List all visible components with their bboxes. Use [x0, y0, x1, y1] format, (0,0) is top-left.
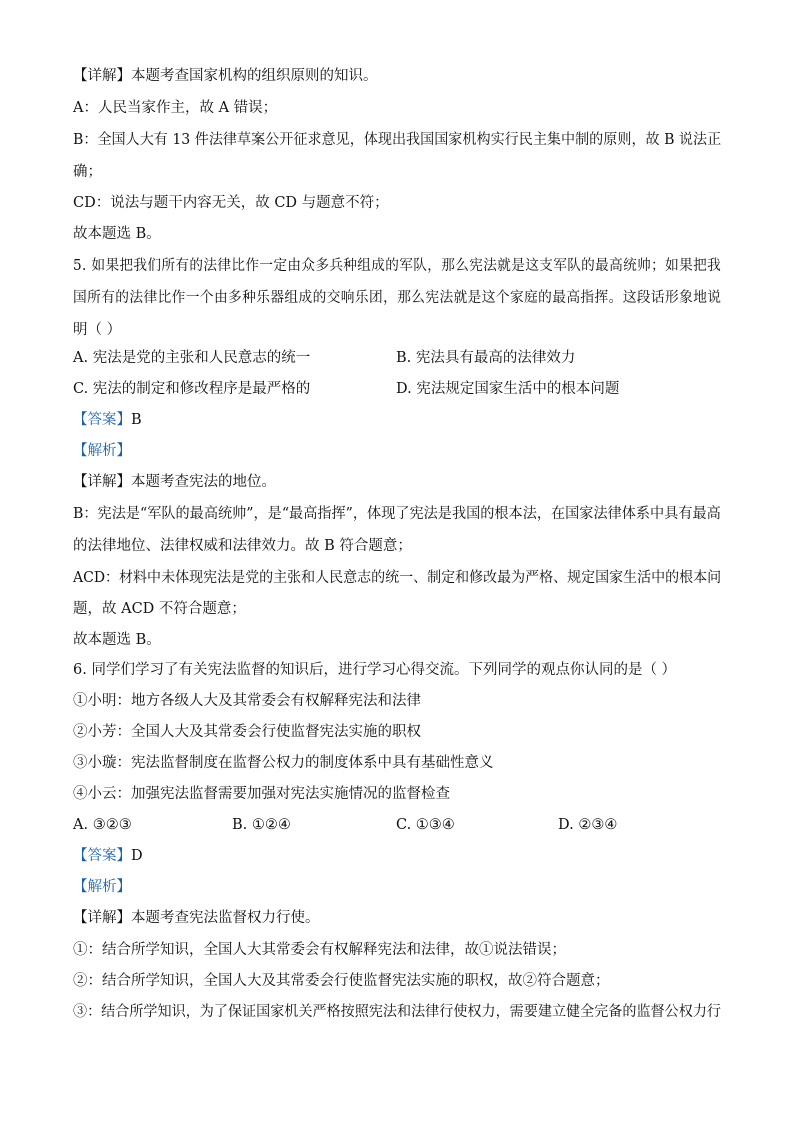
- block1-line-cd: CD：说法与题干内容无关，故 CD 与题意不符；: [73, 195, 389, 211]
- detail-label: 【详解】: [73, 68, 131, 84]
- q5-stem-line-1: 5. 如果把我们所有的法律比作一定由众多兵种组成的军队，那么宪法就是这支军队的最高统帅；如果把我: [73, 258, 722, 274]
- q6-option-c: C. ①③④: [396, 817, 455, 833]
- q6-item-1: ①小明：地方各级人大及其常委会有权解释宪法和法律: [73, 693, 421, 709]
- detail-text: 本题考查国家机构的组织原则的知识。: [131, 68, 378, 84]
- q6-option-a: A. ③②③: [73, 817, 132, 833]
- block1-line-b2: 确；: [73, 164, 102, 180]
- q5-option-a: A. 宪法是党的主张和人民意志的统一: [73, 350, 311, 366]
- q6-item-2: ②小芳：全国人大及其常委会行使监督宪法实施的职权: [73, 724, 421, 740]
- detail-text: 本题考查宪法监督权力行使。: [131, 910, 320, 926]
- q5-stem-line-2: 国所有的法律比作一个由多种乐器组成的交响乐团，那么宪法就是这个家庭的最高指挥。这段话形象地说: [73, 290, 722, 306]
- q6-option-b: B. ①②④: [232, 817, 291, 833]
- block1-detail: [73, 66, 378, 86]
- q5-line-acd1: ACD：材料中未体现宪法是党的主张和人民意志的统一、制定和修改最为严格、规定国家生活中的根本问: [73, 570, 722, 586]
- q5-analysis-label: 【解析】: [73, 443, 131, 459]
- q6-explanation-2: ②：结合所学知识，全国人大及其常委会行使监督宪法实施的职权，故②符合题意；: [73, 973, 610, 989]
- q5-answer: [73, 410, 142, 430]
- q5-conclusion: 故本题选 B。: [73, 632, 161, 648]
- q6-stem: 6. 同学们学习了有关宪法监督的知识后，进行学习心得交流。下列同学的观点你认同的是（ ）: [73, 662, 677, 678]
- answer-label: 【答案】: [73, 412, 131, 428]
- q6-explanation-3: ③：结合所学知识，为了保证国家机关严格按照宪法和法律行使权力，需要建立健全完备的监督公权力行: [73, 1004, 721, 1020]
- answer-value: D: [131, 848, 143, 864]
- q5-option-c: C. 宪法的制定和修改程序是最严格的: [73, 381, 311, 397]
- q6-item-4: ④小云：加强宪法监督需要加强对宪法实施情况的监督检查: [73, 786, 450, 802]
- q6-detail: [73, 908, 320, 928]
- block1-line-b1: B：全国人大有 13 件法律草案公开征求意见，体现出我国国家机构实行民主集中制的原则，故 B 说法正: [73, 132, 722, 148]
- q5-line-acd2: 题，故 ACD 不符合题意；: [73, 601, 246, 617]
- q5-option-d: D. 宪法规定国家生活中的根本问题: [396, 381, 620, 397]
- answer-value: B: [131, 412, 142, 428]
- q6-answer: [73, 846, 143, 866]
- detail-text: 本题考查宪法的地位。: [131, 474, 276, 490]
- detail-label: 【详解】: [73, 910, 131, 926]
- q5-stem-line-3: 明（ ）: [73, 322, 122, 338]
- q6-option-d: D. ②③④: [558, 817, 618, 833]
- q6-analysis-label: 【解析】: [73, 879, 131, 895]
- q5-detail: [73, 472, 276, 492]
- q6-item-3: ③小璇：宪法监督制度在监督公权力的制度体系中具有基础性意义: [73, 755, 494, 771]
- block1-conclusion: 故本题选 B。: [73, 226, 161, 242]
- q5-line-b2: 的法律地位、法律权威和法律效力。故 B 符合题意；: [73, 538, 412, 554]
- q6-explanation-1: ①：结合所学知识，全国人大其常委会有权解释宪法和法律，故①说法错误；: [73, 942, 566, 958]
- detail-label: 【详解】: [73, 474, 131, 490]
- answer-label: 【答案】: [73, 848, 131, 864]
- block1-line-a: A：人民当家作主，故 A 错误；: [73, 100, 278, 116]
- q5-line-b1: B：宪法是“军队的最高统帅”，是“最高指挥”，体现了宪法是我国的根本法，在国家法律体系中具有最高: [73, 506, 721, 522]
- q5-option-b: B. 宪法具有最高的法律效力: [396, 350, 576, 366]
